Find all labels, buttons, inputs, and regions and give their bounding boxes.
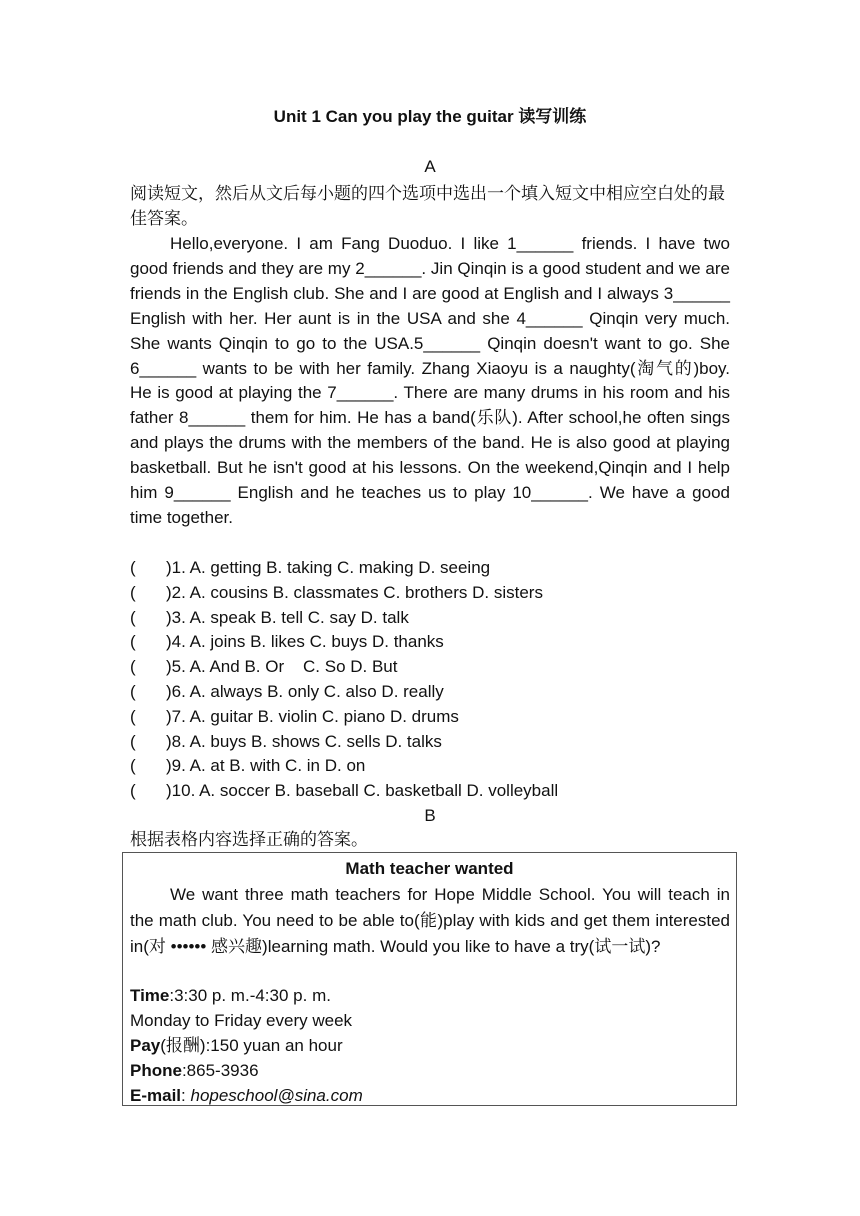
question-text: )9. A. at B. with C. in D. on [166, 756, 366, 776]
time-label: Time [130, 986, 170, 1005]
section-b-heading: B [424, 806, 436, 825]
question-list [130, 556, 730, 804]
question-item [130, 680, 730, 705]
email-value: hopeschool@sina.com [190, 1086, 363, 1105]
page-title: Unit 1 Can you play the guitar 读写训练 [273, 107, 587, 126]
question-text: )4. A. joins B. likes C. buys D. thanks [166, 632, 444, 652]
question-item [130, 606, 730, 631]
days-row: Monday to Friday every week [130, 1011, 353, 1030]
phone-label: Phone [130, 1061, 182, 1080]
question-text: )6. A. always B. only C. also D. really [166, 681, 444, 701]
answer-paren: ( [130, 756, 136, 776]
question-item [130, 779, 730, 804]
question-item [130, 655, 730, 680]
cloze-passage: Hello,everyone. I am Fang Duoduo. I like 1______ friends. I have two good friends and they are my 2______. Jin Qinqin is a good student and we are friends in the English club. She and I are good at English and I always 3______ English with her. Her aunt is in the USA and she 4______ Qinqin very much. She wants Qinqin to go to the USA.5______ Qinqin doesn't want to go. She 6______ wants to be with her family. Zhang Xiaoyu is a naughty(淘气的)boy. He is good at playing the 7______. There are many drums in his room and his father 8______ them for him. He has a band(乐队). After school,he often sings and plays the drums with the members of the band. He is also good at playing basketball. But he isn't good at his lessons. On the weekend,Qinqin and I help him 9______ English and he teaches us to play 10______. We have a good time together. [130, 234, 730, 527]
ad-title: Math teacher wanted [345, 859, 514, 878]
question-item [130, 581, 730, 606]
time-row [130, 986, 730, 1006]
answer-paren: ( [130, 582, 136, 602]
pay-label: Pay [130, 1036, 161, 1055]
question-text: )1. A. getting B. taking C. making D. seeing [166, 558, 491, 577]
section-a-heading: A [424, 157, 436, 176]
pay-row [130, 1036, 730, 1056]
question-text: )8. A. buys B. shows C. sells D. talks [166, 731, 442, 751]
section-b-instruction: 根据表格内容选择正确的答案。 [130, 830, 368, 850]
time-value: :3:30 p. m.-4:30 p. m. [169, 986, 331, 1005]
question-text: )3. A. speak B. tell C. say D. talk [166, 607, 409, 627]
ad-body: We want three math teachers for Hope Middle School. You will teach in the math club. You need to be able to(能)play with kids and get them interested in(对 •••••• 感兴趣)learning math. Would you like to have a try(试一试)? [130, 885, 730, 956]
question-item [130, 705, 730, 730]
email-label: E-mail [130, 1086, 182, 1105]
email-row [130, 1086, 730, 1106]
answer-paren: ( [130, 706, 136, 726]
answer-paren: ( [130, 781, 136, 801]
answer-paren: ( [130, 657, 136, 677]
answer-paren: ( [130, 632, 136, 652]
question-text: )2. A. cousins B. classmates C. brothers D. sisters [166, 582, 543, 602]
question-item [130, 730, 730, 755]
answer-paren: ( [130, 731, 136, 751]
job-ad-box [122, 852, 737, 1106]
pay-value: (报酬):150 yuan an hour [160, 1036, 343, 1055]
question-item [130, 630, 730, 655]
answer-paren: ( [130, 681, 136, 701]
question-text: )5. A. And B. Or C. So D. But [166, 657, 398, 677]
phone-value: :865-3936 [181, 1061, 259, 1080]
question-text: )7. A. guitar B. violin C. piano D. drums [166, 706, 459, 726]
email-separator: : [181, 1086, 191, 1105]
phone-row [130, 1061, 730, 1081]
question-text: )10. A. soccer B. baseball C. basketball D. volleyball [166, 781, 559, 801]
section-a-instruction: 阅读短文，然后从文后每小题的四个选项中选出一个填入短文中相应空白处的最佳答案。 [130, 184, 725, 229]
answer-paren: ( [130, 607, 136, 627]
question-item [130, 754, 730, 779]
answer-paren: ( [130, 558, 136, 577]
question-item [130, 556, 730, 581]
